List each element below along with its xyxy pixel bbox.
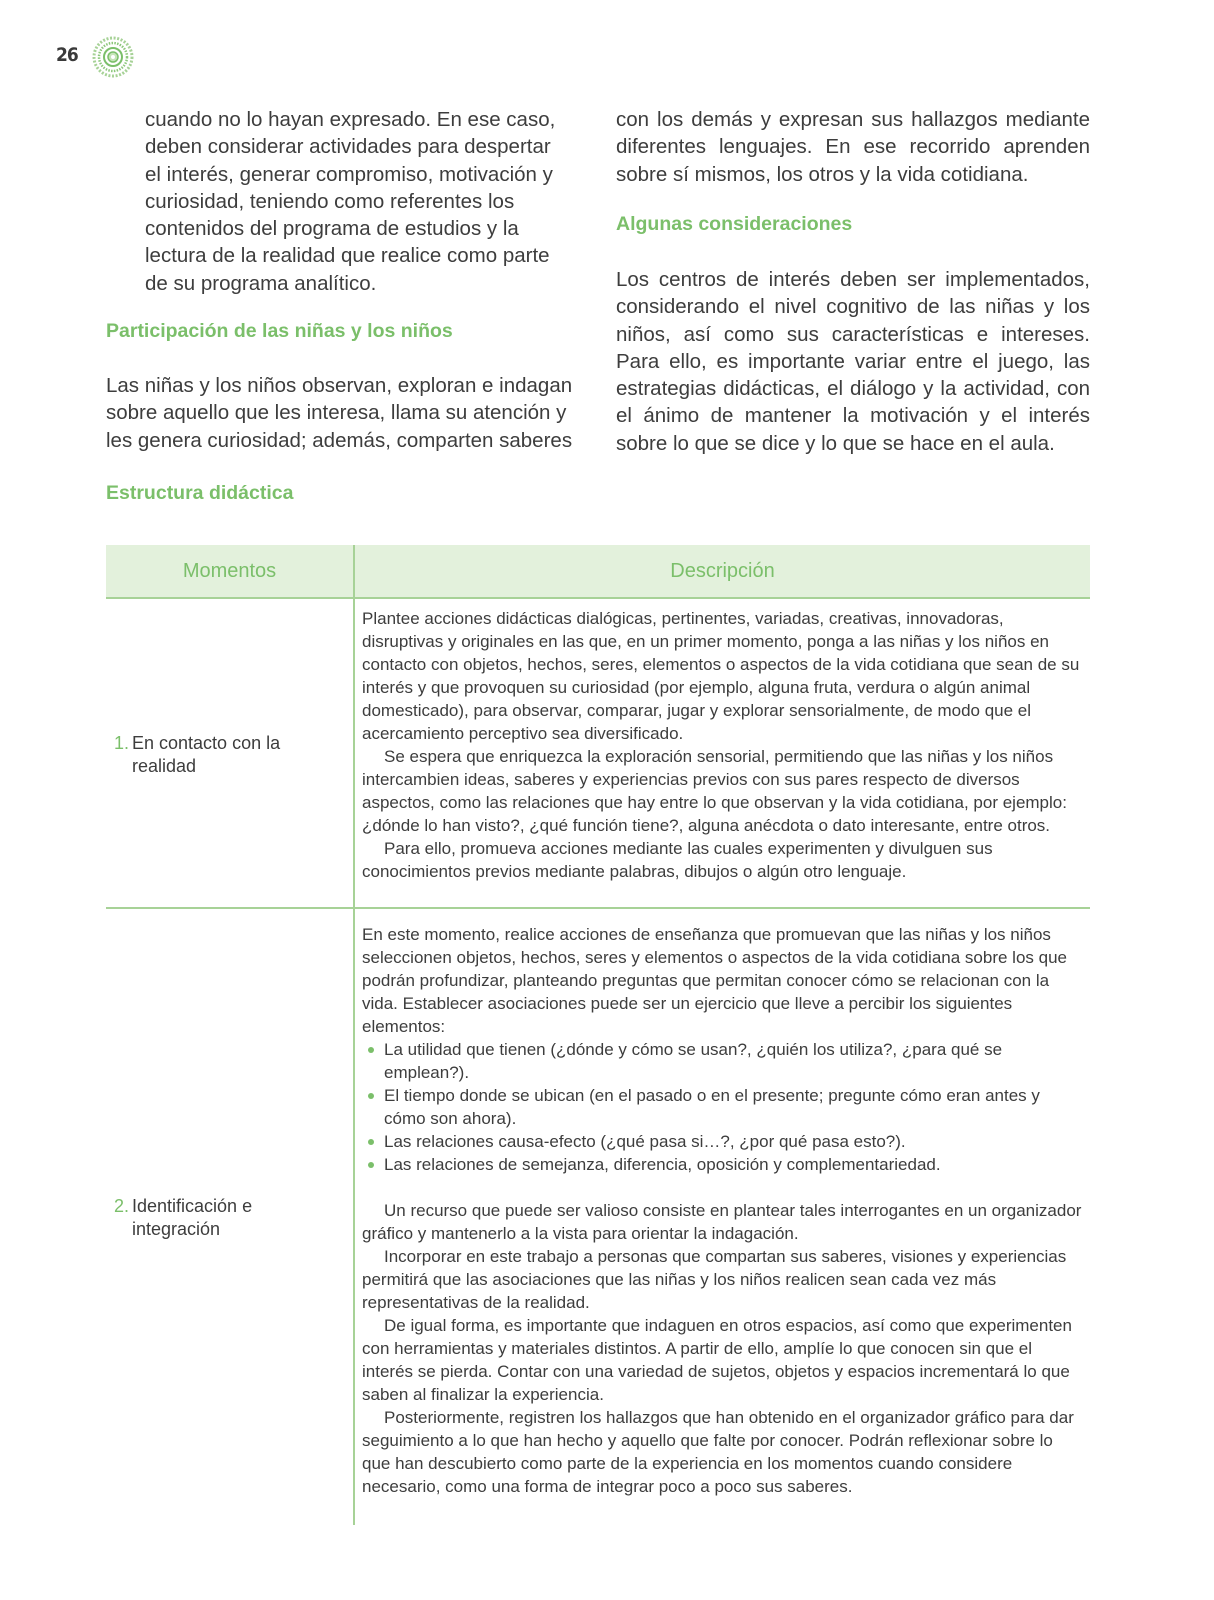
didactic-structure-table: [106, 545, 1090, 1525]
right-column-continuation: con los demás y expresan sus hallazgos mediante diferentes lenguajes. En ese recorrido aprenden sobre sí mismos, los otros y la vida cotidiana.: [616, 108, 1090, 186]
description-intro: En este momento, realice acciones de enseñanza que promuevan que las niñas y los niños seleccionen objetos, hechos, seres y elementos o aspectos de la vida cotidiana sobre los que podrán profundizar, planteando preguntas que permitan conocer cómo se relacionan con la vida. Establecer asociaciones puede ser un ejercicio que lleve a percibir los siguientes elementos:: [362, 925, 1067, 1036]
list-item: La utilidad que tienen (¿dónde y cómo se usan?, ¿quién los utiliza?, ¿para qué se emplean?).: [362, 1038, 1082, 1084]
description-paragraph: Plantee acciones didácticas dialógicas, pertinentes, variadas, creativas, innovadoras, disruptivas y originales en las que, en un primer momento, ponga a las niñas y los niños en contacto con objetos, hechos, seres, elementos o aspectos de la vida cotidiana que sean de su interés y que provoquen su curiosidad (por ejemplo, alguna fruta, verdura o algún animal domesticado), para observar, comparar, jugar y explorar sensorialmente, de modo que el acercamiento perceptivo sea diversificado.: [362, 609, 1080, 743]
description-paragraph: De igual forma, es importante que indaguen en otros espacios, así como que experimenten con herramientas y materiales distintos. A partir de ello, amplíe lo que conocen sin que el interés se pierda. Contar con una variedad de sujetos, objetos y espacios incrementará lo que saben al finalizar la experiencia.: [362, 1316, 1072, 1404]
green-circular-emblem-icon: [92, 36, 134, 78]
description-paragraph: Posteriormente, registren los hallazgos que han obtenido en el organizador gráfico para dar seguimiento a lo que han hecho y aquello que falte por conocer. Podrán reflexionar sobre lo que han descubierto como parte de la experiencia en los momentos cuando considere necesario, como una forma de integrar poco a poco sus saberes.: [362, 1408, 1074, 1496]
header-moments: Momentos: [182, 560, 277, 582]
list-item: Las relaciones de semejanza, diferencia, oposición y complementariedad.: [362, 1153, 1082, 1176]
moment-label: En contacto con la realidad: [132, 733, 281, 776]
column-divider: [353, 545, 355, 1525]
moment-label: Identificación e integración: [132, 1196, 253, 1239]
row-1-description: [362, 607, 1082, 883]
structure-heading: Estructura didáctica: [106, 482, 294, 504]
considerations-heading: Algunas consideraciones: [616, 213, 853, 235]
moment-number: 1.: [114, 733, 130, 753]
participation-heading: Participación de las niñas y los niños: [106, 320, 453, 342]
left-column-continuation: cuando no lo hayan expresado. En ese caso, deben considerar actividades para despertar el interés, generar compromiso, motivación y curiosidad, teniendo como referentes los contenidos del programa de estudios y la lectura de la realidad que realice como parte de su programa analítico.: [145, 108, 556, 295]
description-paragraph: Incorporar en este trabajo a personas que compartan sus saberes, visiones y experiencias permitirá que las asociaciones que las niñas y los niños realicen sean cada vez más representativas de la realidad.: [362, 1247, 1067, 1312]
moment-number: 2.: [114, 1196, 130, 1216]
bullet-icon: [368, 1093, 374, 1099]
description-paragraph: Para ello, promueva acciones mediante las cuales experimenten y divulguen sus conocimientos previos mediante palabras, dibujos o algún otro lenguaje.: [362, 839, 993, 881]
list-item: Las relaciones causa-efecto (¿qué pasa si…?, ¿por qué pasa esto?).: [362, 1130, 1082, 1153]
list-item: El tiempo donde se ubican (en el pasado o en el presente; pregunte cómo eran antes y cómo son ahora).: [362, 1084, 1082, 1130]
moment-1: [114, 732, 344, 778]
header-description: Descripción: [670, 560, 775, 582]
row-2-description: [362, 923, 1082, 1498]
table-header: [106, 545, 1090, 599]
description-paragraph: Se espera que enriquezca la exploración sensorial, permitiendo que las niñas y los niños intercambien ideas, saberes y experiencias previos con sus pares respecto de diversos aspectos, como las relaciones que hay entre lo que observan y la vida cotidiana, por ejemplo: ¿dónde lo han visto?, ¿qué función tiene?, alguna anécdota o dato interesante, entre otros.: [362, 747, 1067, 835]
considerations-paragraph: Los centros de interés deben ser implementados, considerando el nivel cognitivo de las niñas y los niños, así como sus características e intereses. Para ello, es importante variar entre el juego, las estrategias didácticas, el diálogo y la actividad, con el ánimo de mantener la motivación y el interés sobre lo que se dice y lo que se hace en el aula.: [616, 268, 1090, 455]
page-number: 26: [56, 44, 78, 66]
row-divider: [106, 907, 1090, 909]
participation-paragraph: Las niñas y los niños observan, exploran e indagan sobre aquello que les interesa, llama su atención y les genera curiosidad; además, comparten saberes: [106, 374, 573, 452]
bullet-icon: [368, 1139, 374, 1145]
description-paragraph: Un recurso que puede ser valioso consiste en plantear tales interrogantes en un organizador gráfico y mantenerlo a la vista para orientar la indagación.: [362, 1201, 1082, 1243]
moment-2: [114, 1195, 344, 1241]
bullet-icon: [368, 1047, 374, 1053]
elements-list: [362, 1038, 1082, 1176]
bullet-icon: [368, 1162, 374, 1168]
